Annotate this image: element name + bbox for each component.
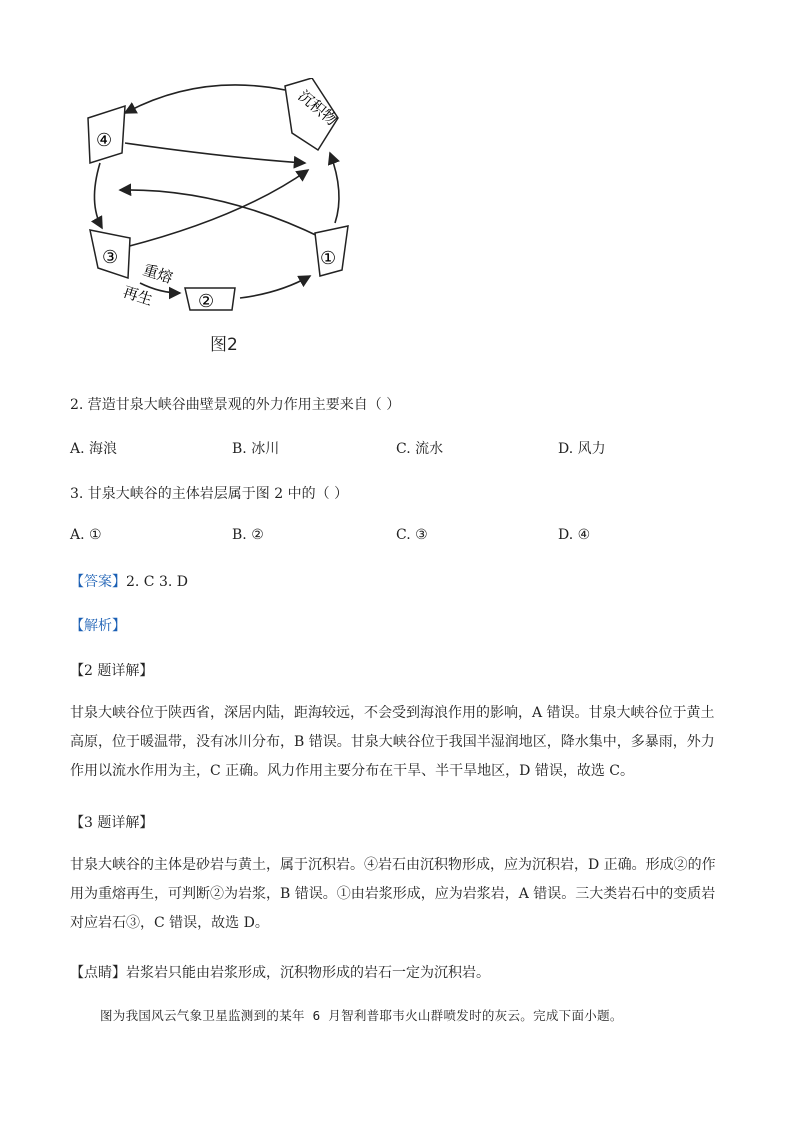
node-2-label: ② <box>198 291 215 312</box>
arrow-2-to-1 <box>240 276 310 298</box>
arrow-sediment-to-4 <box>125 85 285 113</box>
tip-tag: 【点睛】 <box>70 965 126 981</box>
node-2 <box>185 288 235 312</box>
remelt-label-2: 再生 <box>120 282 155 310</box>
arrow-3-to-sediment <box>122 170 308 248</box>
answer-line <box>70 571 188 591</box>
analysis-tag: 【解析】 <box>70 618 126 634</box>
q3-option-d: D. ④ <box>558 527 591 543</box>
tip-line <box>70 962 490 982</box>
detail-2-title: 【2 题详解】 <box>70 663 154 679</box>
detail-3-line: 用为重熔再生，可判断②为岩浆，B 错误。①由岩浆形成，应为岩浆岩，A 错误。三大类岩石中的变质岩 <box>70 886 716 902</box>
sediment-label: 沉积物 <box>294 86 341 130</box>
detail-3-line: 对应岩石③，C 错误，故选 D。 <box>70 915 269 931</box>
figure-caption: 图2 <box>210 335 238 355</box>
detail-2-line: 甘泉大峡谷位于陕西省，深居内陆，距海较远，不会受到海浪作用的影响，A 错误。甘泉大峡谷位于黄土 <box>70 705 715 721</box>
node-3-label: ③ <box>102 247 119 268</box>
detail-3-title: 【3 题详解】 <box>70 815 154 831</box>
q2-option-a: A. 海浪 <box>70 441 118 457</box>
arrow-1-to-sediment <box>330 153 339 223</box>
detail-3-body <box>70 851 730 938</box>
node-4 <box>88 106 125 163</box>
arrow-4-to-sediment <box>125 143 305 163</box>
next-question-intro: 图为我国风云气象卫星监测到的某年 6 月智利普耶韦火山群喷发时的灰云。完成下面小题。 <box>100 1008 623 1023</box>
node-1 <box>315 226 348 276</box>
rock-cycle-diagram <box>80 78 380 363</box>
q2-option-d: D. 风力 <box>558 441 606 457</box>
q3-option-b: B. ② <box>232 527 264 543</box>
detail-3-line: 甘泉大峡谷的主体是砂岩与黄土，属于沉积岩。④岩石由沉积物形成，应为沉积岩，D 正确。形成②的作 <box>70 857 716 873</box>
detail-2-line: 高原，位于暖温带，没有冰川分布，B 错误。甘泉大峡谷位于我国半湿润地区，降水集中，多暴雨，外力 <box>70 734 715 750</box>
node-3 <box>90 230 130 278</box>
tip-text: 岩浆岩只能由岩浆形成，沉积物形成的岩石一定为沉积岩。 <box>126 965 490 981</box>
q3-option-a: A. ① <box>70 527 102 543</box>
question-2-stem: 2. 营造甘泉大峡谷曲壁景观的外力作用主要来自（ ） <box>70 397 401 413</box>
node-sediment <box>285 78 341 150</box>
arrow-4-to-3 <box>94 163 102 228</box>
detail-2-body <box>70 699 730 786</box>
question-3-stem: 3. 甘泉大峡谷的主体岩层属于图 2 中的（ ） <box>70 486 349 502</box>
rock-cycle-svg <box>80 78 380 363</box>
q2-option-c: C. 流水 <box>396 441 444 457</box>
remelt-label-1: 重熔 <box>140 260 175 288</box>
answer-tag: 【答案】 <box>70 574 126 590</box>
node-1-label: ① <box>320 248 337 269</box>
answer-text: 2. C 3. D <box>126 574 189 590</box>
detail-2-line: 作用以流水作用为主，C 正确。风力作用主要分布在干旱、半干旱地区，D 错误，故选 C。 <box>70 763 634 779</box>
q2-option-b: B. 冰川 <box>232 441 280 457</box>
arrow-1-to-4 <box>120 190 322 238</box>
node-4-label: ④ <box>96 130 113 151</box>
q3-option-c: C. ③ <box>396 527 428 543</box>
